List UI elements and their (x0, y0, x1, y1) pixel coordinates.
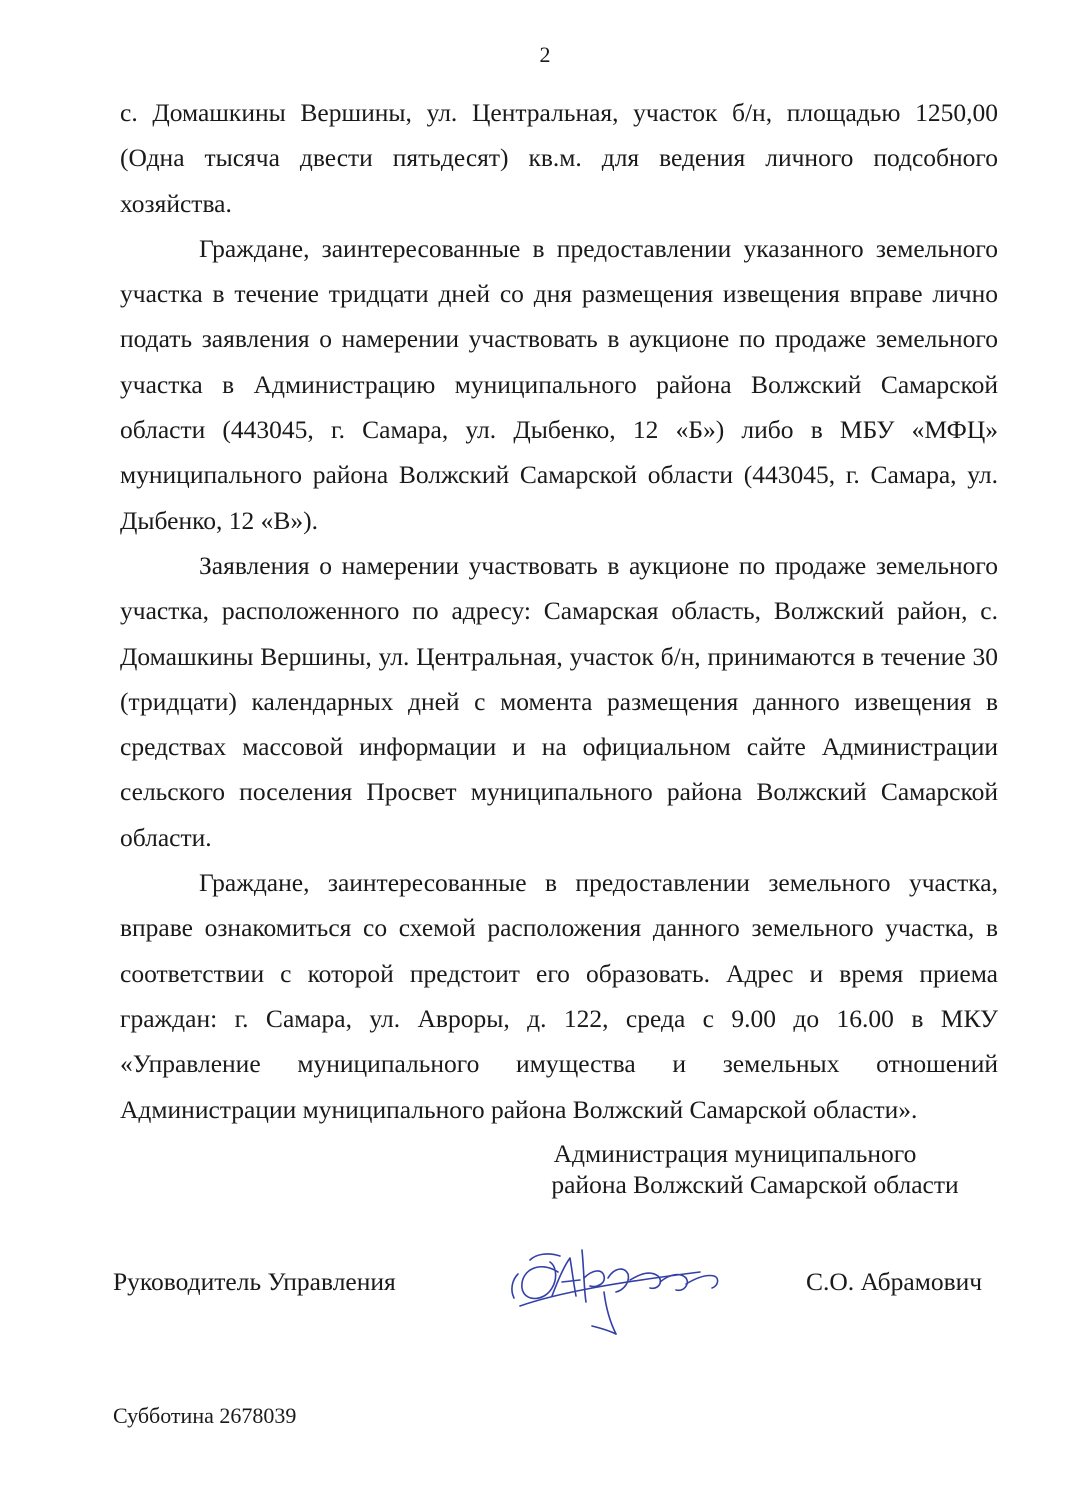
executor-contact: Субботина 2678039 (113, 1403, 297, 1428)
organization-block (520, 1138, 990, 1200)
organization-line-2: района Волжский Самарской области (551, 1170, 959, 1199)
document-body (120, 90, 998, 1132)
organization-line-1: Администрация муниципального (553, 1139, 917, 1168)
paragraph-application-submission: Граждане, заинтересованные в предоставлении указанного земельного участка в течение тридцати дней со дня размещения извещения вправе лично подать заявления о намерении участвовать в аукционе по продаже земельного участка в Администрацию муниципального района Волжский Самарской области (443045, г. Самара, ул. Дыбенко, 12 «Б») либо в МБУ «МФЦ» муниципального района Волжский Самарской области (443045, г. Самара, ул. Дыбенко, 12 «В»). (120, 233, 998, 535)
paragraph-application-period: Заявления о намерении участвовать в аукционе по продаже земельного участка, расположенного по адресу: Самарская область, Волжский район, с. Домашкины Вершины, ул. Центральная, участок б/н, принимаются в течение 30 (тридцати) календарных дней с момента размещения данного извещения в средствах массовой информации и на официальном сайте Администрации сельского поселения Просвет муниципального района Волжский Самарской области. (120, 550, 998, 852)
page-number: 2 (539, 42, 551, 67)
paragraph-continuation: с. Домашкины Вершины, ул. Центральная, участок б/н, площадью 1250,00 (Одна тысяча двести пятьдесят) кв.м. для ведения личного подсобного хозяйства. (120, 98, 998, 218)
handwritten-signature (500, 1230, 735, 1340)
paragraph-scheme-review: Граждане, заинтересованные в предоставлении земельного участка, вправе ознакомиться со схемой расположения данного земельного участка, в соответствии с которой предстоит его образовать. Адрес и время приема граждан: г. Самара, ул. Авроры, д. 122, среда с 9.00 до 16.00 в МКУ «Управление муниципального имущества и земельных отношений Администрации муниципального района Волжский Самарской области». (120, 868, 998, 1124)
signatory-name: С.О. Абрамович (806, 1267, 983, 1296)
signatory-title: Руководитель Управления (113, 1267, 396, 1296)
